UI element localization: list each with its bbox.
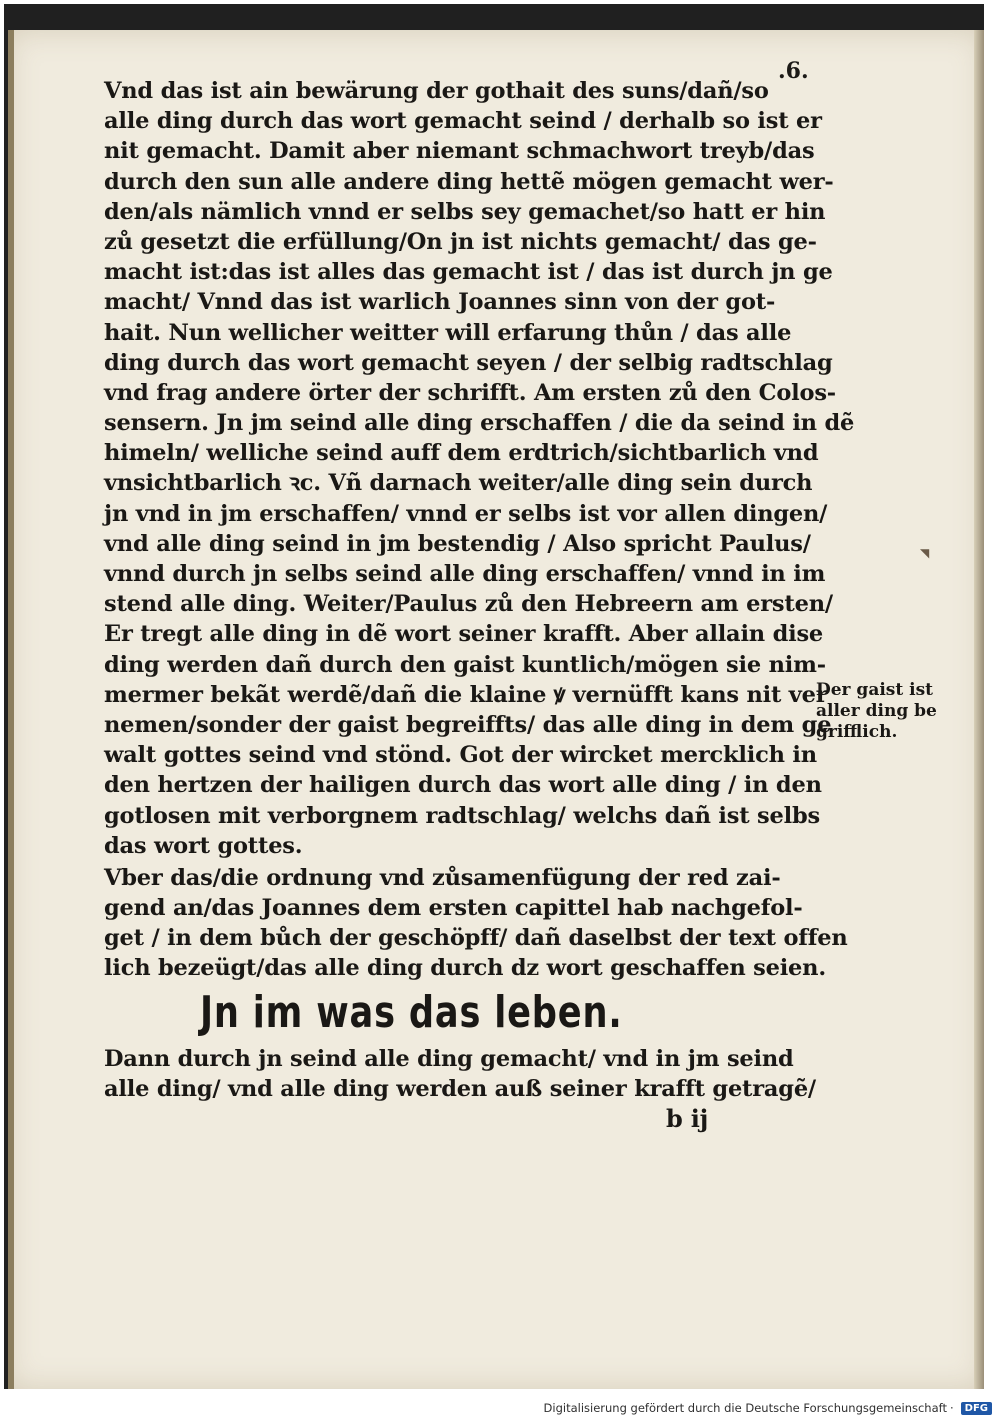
dfg-logo: DFG [961, 1402, 992, 1415]
text-line: durch den sun alle andere ding hettẽ mögen gemacht wer- [104, 168, 834, 195]
text-line: stend alle ding. Weiter/Paulus zů den Hebreern am ersten/ [104, 591, 833, 618]
text-line: mermer bekãt werdẽ/dañ die klaine ꝟ vernüfft kans nit ver [104, 681, 828, 708]
text-line: alle ding durch das wort gemacht seind / derhalb so ist er [104, 108, 822, 135]
folio-number: .6. [778, 58, 809, 84]
book-page [8, 30, 984, 1389]
ink-spot: ◥ [920, 546, 930, 560]
text-line: das wort gottes. [104, 832, 303, 859]
text-line: vnd alle ding seind in jm bestendig / Also spricht Paulus/ [104, 530, 811, 557]
text-line: macht/ Vnnd das ist warlich Joannes sinn von der got- [104, 289, 776, 316]
text-line: den/als nämlich vnnd er selbs sey gemachet/so hatt er hin [104, 198, 826, 225]
funding-footer: Digitalisierung gefördert durch die Deutsche Forschungsgemeinschaft · DFG [600, 1401, 992, 1415]
text-line: Er tregt alle ding in dẽ wort seiner krafft. Aber allain dise [104, 621, 824, 648]
marginal-note [816, 680, 966, 743]
text-line: alle ding/ vnd alle ding werden auß seiner krafft getragẽ/ [104, 1075, 816, 1102]
marginal-note-line: Der gaist ist [816, 680, 934, 700]
marginal-note-line: grifflich. [816, 722, 898, 742]
text-line: ding durch das wort gemacht seyen / der selbig radtschlag [104, 349, 833, 376]
funding-text: Digitalisierung gefördert durch die Deutsche Forschungsgemeinschaft [543, 1401, 947, 1415]
text-line: vnnd durch jn selbs seind alle ding erschaffen/ vnnd in im [104, 561, 826, 587]
page-gutter [8, 30, 14, 1389]
page-edge [974, 30, 984, 1389]
text-line: ding werden dañ durch den gaist kuntlich/mögen sie nim- [104, 651, 826, 678]
text-line: macht ist:das ist alles das gemacht ist / das ist durch jn ge [104, 259, 833, 286]
text-line: himeln/ welliche seind auff dem erdtrich/sichtbarlich vnd [104, 440, 819, 467]
text-line: Vber das/die ordnung vnd zůsamenfügung der red zai- [104, 864, 781, 891]
main-text-block [104, 76, 855, 1134]
text-line: Dann durch jn seind alle ding gemacht/ vnd in jm seind [104, 1045, 794, 1072]
text-line: Vnd das ist ain bewärung der gothait des suns/dañ/so [104, 78, 769, 104]
text-line: walt gottes seind vnd stönd. Got der wircket mercklich in [104, 742, 817, 769]
text-line: zů gesetzt die erfüllung/On jn ist nichts gemacht/ das ge- [104, 228, 817, 255]
scan-frame [4, 4, 984, 1389]
signature-mark: b ij [666, 1104, 709, 1133]
text-line: jn vnd in jm erschaffen/ vnnd er selbs ist vor allen dingen/ [104, 500, 828, 527]
text-line: gotlosen mit verborgnem radtschlag/ welchs dañ ist selbs [104, 802, 820, 829]
text-line: nemen/sonder der gaist begreiffts/ das alle ding in dem ge [104, 711, 832, 738]
marginal-note-line: aller ding be [816, 701, 937, 721]
text-line: vnsichtbarlich ꝛc. Vñ darnach weiter/alle ding sein durch [104, 470, 813, 497]
text-line: get / in dem bůch der geschöpff/ dañ daselbst der text offen [104, 925, 848, 952]
text-line: hait. Nun wellicher weitter will erfarung thůn / das alle [104, 319, 792, 346]
text-line: nit gemacht. Damit aber niemant schmachwort treyb/das [104, 138, 815, 165]
text-line: sensern. Jn jm seind alle ding erschaffen / die da seind in dẽ [104, 410, 855, 437]
text-line: lich bezeügt/das alle ding durch dz wort geschaffen seien. [104, 955, 826, 982]
section-heading: Jn im was das leben. [200, 986, 623, 1038]
text-line: den hertzen der hailigen durch das wort alle ding / in den [104, 772, 822, 799]
text-line: gend an/das Joannes dem ersten capittel hab nachgefol- [104, 895, 803, 922]
text-line: vnd frag andere örter der schrifft. Am ersten zů den Colos- [104, 379, 836, 406]
